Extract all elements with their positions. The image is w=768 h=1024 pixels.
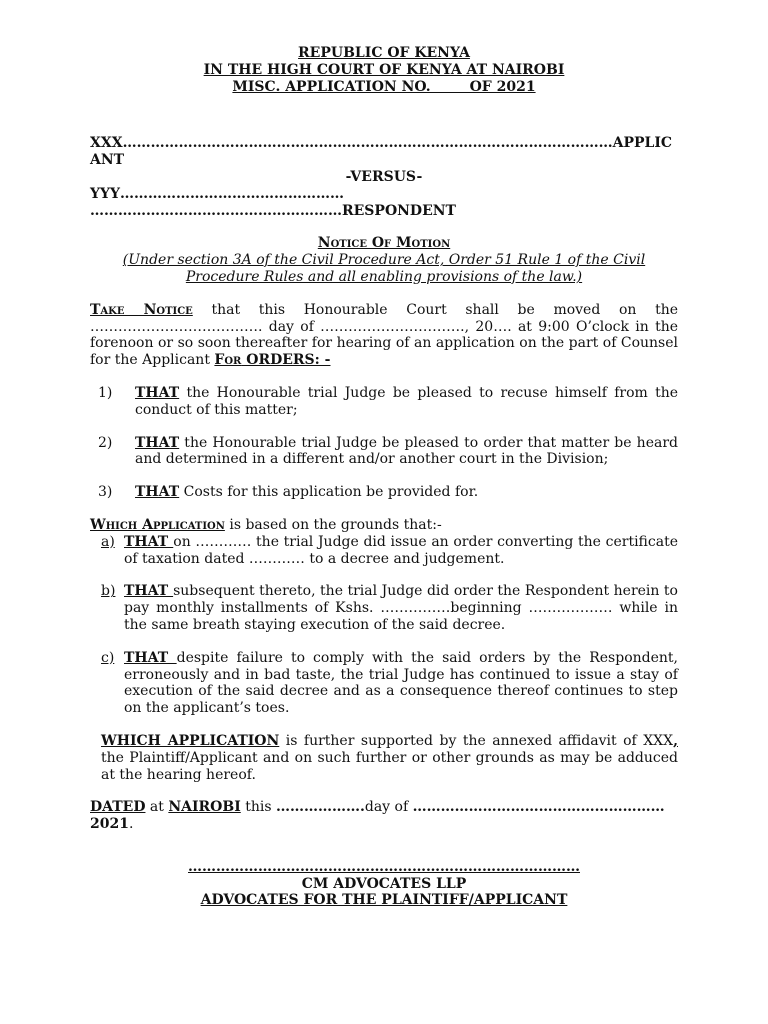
dated-line <box>90 799 678 833</box>
grounds-heading-label: Which Application <box>90 516 225 533</box>
support-comma: , <box>673 732 678 749</box>
motion-header <box>90 235 678 285</box>
ground-that: THAT <box>124 583 174 600</box>
support-label: WHICH APPLICATION <box>101 732 280 749</box>
respondent-line-cont: ………………………………………………RESPONDENT <box>90 202 456 219</box>
applicant-line: XXX……………………………………………………………………………………………APPLIC <box>90 135 673 152</box>
ground-that: THAT <box>124 533 174 550</box>
dated-blank-month: ……………………………………………… <box>412 799 665 816</box>
order-item <box>90 435 678 469</box>
ground-label: a) <box>101 533 115 550</box>
respondent-line: YYY………………………………………… <box>90 185 344 202</box>
dated-dayof: day of <box>364 799 413 816</box>
order-that: THAT <box>135 384 180 401</box>
order-number: 3) <box>98 484 113 501</box>
dated-blank-day: ………………. <box>275 799 365 816</box>
motion-title: Notice Of Motion <box>317 235 451 252</box>
order-that: THAT <box>135 434 180 451</box>
ground-text: despite failure to comply with the said orders by the Respondent, erroneously and in bad taste, the trial Judge has continued to issue a stay of execution of the said decree and as a consequence thereof continues to step on the applicant’s toes. <box>124 649 678 717</box>
intro-text: that this Honourable Court shall be moved on the ………………………………. day of …………………………., 20…. at 9:00 O’clock in the forenoon or so soon thereafter for hearing of an application on the part of Counsel for the Applicant <box>90 301 679 369</box>
dated-this: this <box>240 799 276 816</box>
order-that: THAT <box>135 484 180 501</box>
for-orders-suffix: ORDERS: - <box>241 352 331 369</box>
order-text: the Honourable trial Judge be pleased to recuse himself from the conduct of this matter; <box>135 384 678 418</box>
ground-item <box>90 534 678 568</box>
order-item <box>90 385 678 419</box>
firm-role: ADVOCATES FOR THE PLAINTIFF/APPLICANT <box>200 892 568 909</box>
for-orders-prefix: For <box>214 352 242 369</box>
dated-place: NAIROBI <box>168 799 241 816</box>
signature-block <box>90 859 678 909</box>
ground-label: c) <box>101 649 115 666</box>
signature-line: ………………………………………………………………………… <box>188 858 580 875</box>
applicant-line-cont: ANT <box>90 152 125 169</box>
heading <box>90 45 678 95</box>
grounds-heading-rest: is based on the grounds that:- <box>224 516 442 533</box>
order-number: 1) <box>98 384 113 401</box>
versus: -VERSUS- <box>345 168 423 185</box>
support-paragraph <box>90 733 678 783</box>
heading-republic: REPUBLIC OF KENYA <box>298 45 470 61</box>
order-item <box>90 484 678 501</box>
take-notice: Take Notice <box>90 301 193 318</box>
dated-label: DATED <box>90 799 146 816</box>
heading-court: IN THE HIGH COURT OF KENYA AT NAIROBI <box>203 61 565 78</box>
dated-period: . <box>128 816 134 833</box>
parties <box>90 135 678 219</box>
firm-name: CM ADVOCATES LLP <box>301 875 467 892</box>
dated-year: 2021 <box>90 816 129 833</box>
support-text-2: the Plaintiff/Applicant and on such further or other grounds as may be adduced at the hearing hereof. <box>101 749 678 783</box>
heading-application-no: MISC. APPLICATION NO. OF 2021 <box>232 78 536 95</box>
ground-that: THAT <box>124 649 177 666</box>
ground-text: on ………… the trial Judge did issue an order converting the certificate of taxation dated ………… to a decree and judgement. <box>124 533 678 567</box>
ground-label: b) <box>101 583 116 600</box>
ground-text: subsequent thereto, the trial Judge did order the Respondent herein to pay monthly installments of Kshs. ……………beginning ……………… while in the same breath staying execution of the said decree. <box>124 583 678 633</box>
support-text: is further supported by the annexed affidavit of XXX <box>279 732 674 749</box>
intro-paragraph <box>90 302 678 369</box>
for-orders <box>214 352 330 368</box>
dated-at: at <box>145 799 169 816</box>
document-page <box>90 45 678 909</box>
ground-item <box>90 583 678 633</box>
order-number: 2) <box>98 434 113 451</box>
order-text: Costs for this application be provided for. <box>179 484 479 501</box>
order-text: the Honourable trial Judge be pleased to order that matter be heard and determined in a different and/or another court in the Division; <box>135 434 678 468</box>
motion-subtitle-1: (Under section 3A of the Civil Procedure Act, Order 51 Rule 1 of the Civil <box>122 252 646 269</box>
grounds-heading <box>90 517 678 534</box>
motion-subtitle-2: Procedure Rules and all enabling provisions of the law.) <box>185 268 583 285</box>
ground-item <box>90 650 678 717</box>
